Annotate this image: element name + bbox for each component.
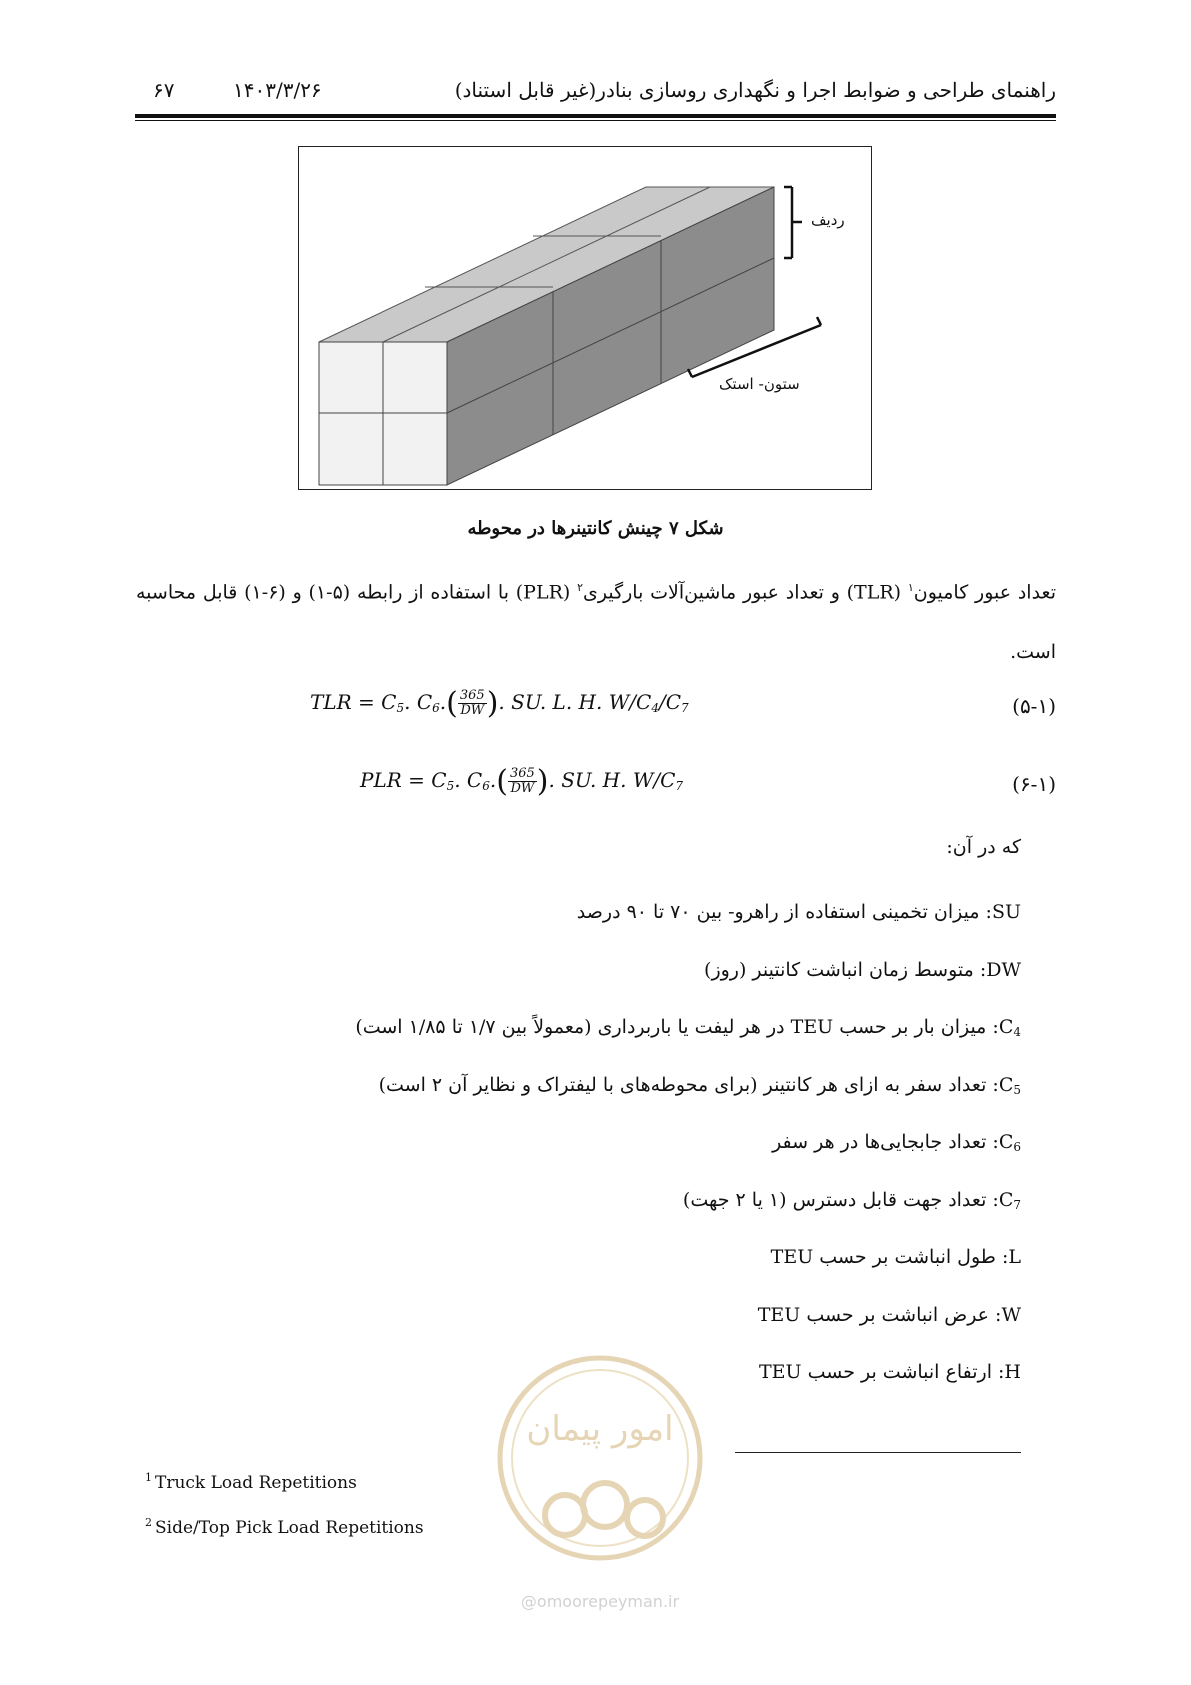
equation-tlr: TLR = $C_5$. $C_6$.( $\frac{365}{DW}$ ). SU. L. H. $W/C_4/C_7$ xyxy=(310,686,689,721)
equation-plr: PLR = $C_5$. $C_6$.( $\frac{365}{DW}$ ). SU. H. $W/C_7$ xyxy=(360,764,684,799)
intro-part3: (PLR) با استفاده از رابطه (۵-۱) و (۶-۱) قابل محاسبه است. xyxy=(136,581,1056,664)
eq2-lhs: PLR = C xyxy=(360,768,447,792)
equation-number-1: (۵-۱) xyxy=(1012,694,1056,718)
footnote-ref-1: ۱ xyxy=(907,581,914,594)
eq1-fraction: $\frac{365}{DW}$ xyxy=(459,688,485,718)
row-label: ردیف xyxy=(811,211,845,229)
definition-item: $C_6$: تعداد جابجایی‌ها در هر سفر xyxy=(772,1131,1021,1154)
stack-label: ستون- استک xyxy=(719,375,800,393)
definition-item: H: ارتفاع انباشت بر حسب TEU xyxy=(758,1361,1021,1383)
eq2-fraction: $\frac{365}{DW}$ xyxy=(509,766,535,796)
where-label: که در آن: xyxy=(946,836,1021,858)
eq2-rest: . SU. H. W/C xyxy=(548,768,676,792)
definition-item: $C_4$: میزان بار بر حسب TEU در هر لیفت یا باربرداری (معمولاً بین ۱/۷ تا ۱/۸۵ است) xyxy=(355,1016,1021,1039)
definition-item: W: عرض انباشت بر حسب TEU xyxy=(757,1303,1021,1326)
equation-number-2: (۶-۱) xyxy=(1012,772,1056,796)
figure-caption: شکل ۷ چینش کانتینرها در محوطه xyxy=(467,518,724,539)
header-title: راهنمای طراحی و ضوابط اجرا و نگهداری روسازی بنادر(غیر قابل استناد) xyxy=(454,78,1056,102)
definition-item: DW: متوسط زمان انباشت کانتینر (روز) xyxy=(704,958,1021,981)
footnote-ref-2: ۲ xyxy=(577,581,583,594)
definitions-list xyxy=(221,892,1021,1410)
eq1-lhs: TLR = C xyxy=(310,690,397,714)
page-header xyxy=(135,74,1056,110)
page-number: ۶۷ xyxy=(153,78,175,102)
container-stack-figure xyxy=(298,146,872,490)
intro-part1: تعداد عبور کامیون xyxy=(913,581,1056,604)
intro-paragraph xyxy=(136,558,1056,682)
eq1-rest: . SU. L. H. W/C xyxy=(498,690,652,714)
header-rule-thick xyxy=(135,114,1056,118)
definition-item: L: طول انباشت بر حسب TEU xyxy=(770,1246,1021,1268)
definition-item: SU: میزان تخمینی استفاده از راهرو- بین ۷۰ تا ۹۰ درصد xyxy=(576,901,1021,923)
watermark-site: @omoorepeyman.ir xyxy=(520,1592,680,1611)
footnote-separator xyxy=(735,1452,1021,1453)
footnotes xyxy=(145,1458,424,1548)
seal-icon xyxy=(480,1340,720,1580)
header-date: ۱۴۰۳/۳/۲۶ xyxy=(233,78,322,102)
watermark-logo xyxy=(480,1340,720,1620)
svg-text:امور پیمان: امور پیمان xyxy=(526,1409,674,1449)
eq1-rest2: /C xyxy=(658,690,681,714)
definition-item: $C_5$: تعداد سفر به ازای هر کانتینر (برای محوطه‌های با لیفتراک و نظایر آن ۲ است) xyxy=(378,1073,1021,1097)
footnote-2: $^2$ Side/Top Pick Load Repetitions xyxy=(145,1516,424,1538)
footnote-1: $^1$ Truck Load Repetitions xyxy=(145,1471,357,1493)
container-stack-diagram xyxy=(299,147,871,489)
header-rule-thin xyxy=(135,120,1056,121)
definition-item: $C_7$: تعداد جهت قابل دسترس (۱ یا ۲ جهت) xyxy=(682,1188,1021,1212)
intro-part2: (TLR) و تعداد عبور ماشین‌آلات بارگیری xyxy=(582,581,908,604)
